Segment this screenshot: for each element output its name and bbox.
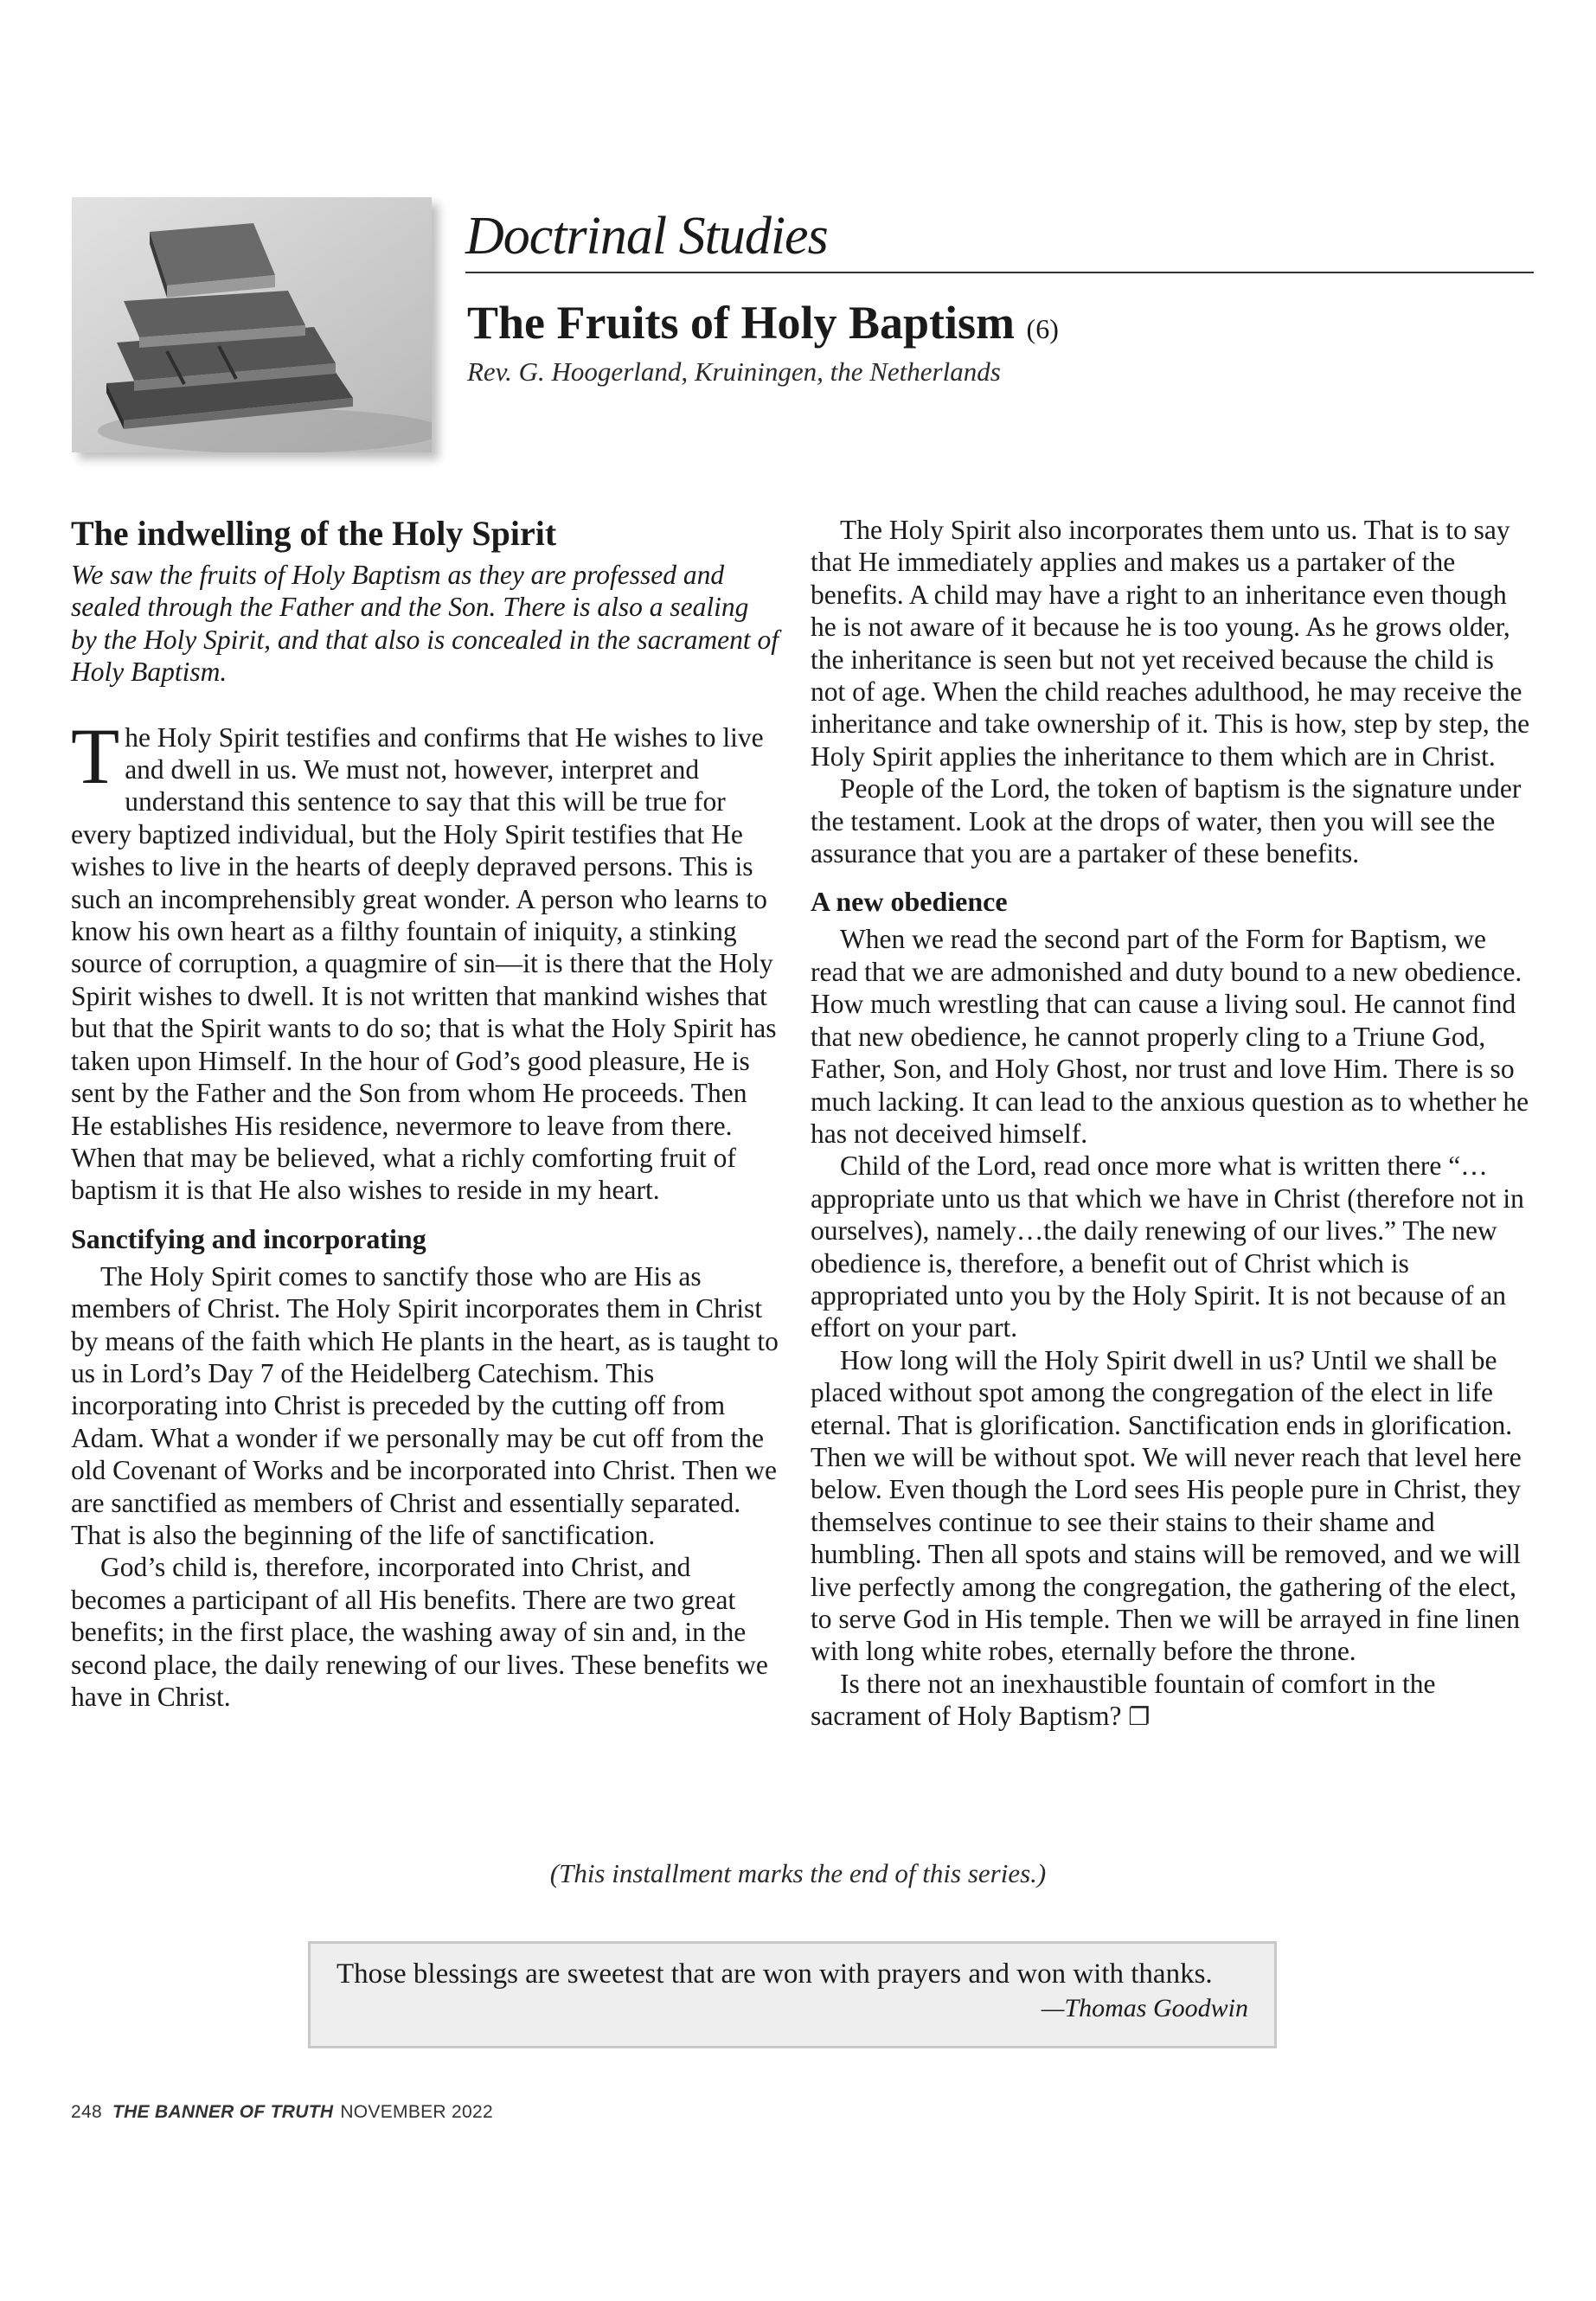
lede-paragraph: We saw the fruits of Holy Baptism as they are professed and sealed through the Father and the Son. There is also a sealing by the Holy Spirit, and that also is concealed in the sacrament of Holy Baptism. bbox=[71, 560, 779, 688]
publication-name: THE BANNER OF TRUTH bbox=[112, 2102, 334, 2122]
body-paragraph: The Holy Spirit comes to sanctify those who are His as members of Christ. The Holy Spirit incorporates them in Christ by means of the faith which He plants in the heart, as is taught to us in Lord’s Day 7 of the Heidelberg Catechism. This incorporating into Christ is preceded by the cutting off from Adam. What a wonder if we personally may be cut off from the old Covenant of Works and be incorporated into Christ. Then we are sanctified as members of Christ and essentially separated. That is also the beginning of the life of sanctification. bbox=[71, 1260, 779, 1550]
quote-attribution: —Thomas Goodwin bbox=[1041, 1994, 1248, 2022]
body-paragraph: The Holy Spirit also incorporates them unto us. That is to say that He immediately applies and makes us a partaker of the benefits. A child may have a right to an inheritance even though he is not aware of it because he is too young. As he grows older, the inheritance is seen but not yet received because the child is not of age. When the child reaches adulthood, he may receive the inheritance and take ownership of it. This is how, step by step, the Holy Spirit applies the inheritance to them which are in Christ. bbox=[811, 515, 1530, 772]
article-title-text: The Fruits of Holy Baptism bbox=[467, 297, 1016, 349]
books-photo bbox=[72, 197, 432, 452]
series-note: (This installment marks the end of this series.) bbox=[549, 1858, 1047, 1888]
page-number: 248 bbox=[71, 2102, 102, 2122]
right-column bbox=[811, 514, 1533, 1734]
left-column bbox=[71, 514, 780, 1713]
stacked-old-books-icon bbox=[72, 197, 432, 452]
quote-text: Those blessings are sweetest that are won with prayers and won with thanks. bbox=[337, 1958, 1213, 1990]
body-paragraph: How long will the Holy Spirit dwell in us? Until we shall be placed without spot among the congregation of the elect in life eternal. That is glorification. Sanctification ends in glorification. Then we will be without spot. We will never reach that level here below. Even though the Lord sees His people pure in Christ, they themselves continue to see their stains to their shame and humbling. Then all spots and stains will be removed, and we will live perfectly among the congregation, the gathering of the elect, to serve God in His temple. Then we will be arrayed in fine linen with long white robes, eternally before the throne. bbox=[811, 1344, 1522, 1667]
title-rule bbox=[465, 272, 1534, 273]
issue-date: NOVEMBER 2022 bbox=[340, 2102, 493, 2122]
closing-paragraph bbox=[811, 1668, 1533, 1734]
article-title bbox=[467, 296, 1059, 349]
body-paragraph: People of the Lord, the token of baptism is the signature under the testament. Look at the drops of water, then you will see the assurance that you are a partaker of these benefits. bbox=[811, 773, 1522, 869]
subheading-sanctifying: Sanctifying and incorporating bbox=[71, 1222, 426, 1254]
subheading-new-obedience: A new obedience bbox=[811, 886, 1008, 918]
left-heading: The indwelling of the Holy Spirit bbox=[71, 514, 557, 553]
opening-paragraph bbox=[71, 711, 780, 1207]
author-byline: Rev. G. Hoogerland, Kruiningen, the Netherlands bbox=[467, 356, 1001, 387]
page-footer bbox=[71, 2102, 493, 2123]
body-paragraph: God’s child is, therefore, incorporated into Christ, and becomes a participant of all His benefits. There are two great benefits; in the first place, the washing away of sin and, in the second place, the daily renewing of our lives. These benefits we have in Christ. bbox=[71, 1552, 768, 1712]
end-mark-icon: ❐ bbox=[1128, 1702, 1151, 1732]
article-part-number: (6) bbox=[1026, 313, 1059, 344]
section-title: Doctrinal Studies bbox=[465, 207, 828, 266]
body-paragraph: Child of the Lord, read once more what is written there “…appropriate unto us that which we have in Christ (therefore not in ourselves), namely…the daily renewing of our lives.” The new obedience is, therefore, a benefit out of Christ which is appropriated unto you by the Holy Spirit. It is not because of an effort on your part. bbox=[811, 1150, 1524, 1343]
opening-paragraph-text: he Holy Spirit testifies and confirms that He wishes to live and dwell in us. We must not, however, interpret and understand this sentence to say that this will be true for every baptized individual, but the Holy Spirit testifies that He wishes to live in the hearts of deeply depraved persons. This is such an incomprehensibly great wonder. A person who learns to know his own heart as a filthy fountain of iniquity, a stinking source of corruption, a quagmire of sin—it is there that the Holy Spirit wishes to dwell. It is not written that mankind wishes that but that the Spirit wants to do so; that is what the Holy Spirit has taken upon Himself. In the hour of God’s good pleasure, He is sent by the Father and the Son from whom He proceeds. Then He establishes His residence, nevermore to leave from there. When that may be believed, what a richly comforting fruit of baptism it is that He also wishes to reside in my heart. bbox=[71, 721, 777, 1206]
body-paragraph: When we read the second part of the Form for Baptism, we read that we are admonished and duty bound to a new obedience. How much wrestling that can cause a living soul. He cannot find that new obedience, he cannot properly cling to a Triune God, Father, Son, and Holy Ghost, nor trust and love Him. There is so much lacking. It can lead to the anxious question as to whether he has not deceived himself. bbox=[811, 924, 1529, 1149]
closing-paragraph-text: Is there not an inexhaustible fountain of comfort in the sacrament of Holy Baptism? bbox=[811, 1668, 1436, 1732]
pull-quote-box bbox=[308, 1941, 1277, 2048]
drop-cap: T bbox=[71, 711, 120, 800]
